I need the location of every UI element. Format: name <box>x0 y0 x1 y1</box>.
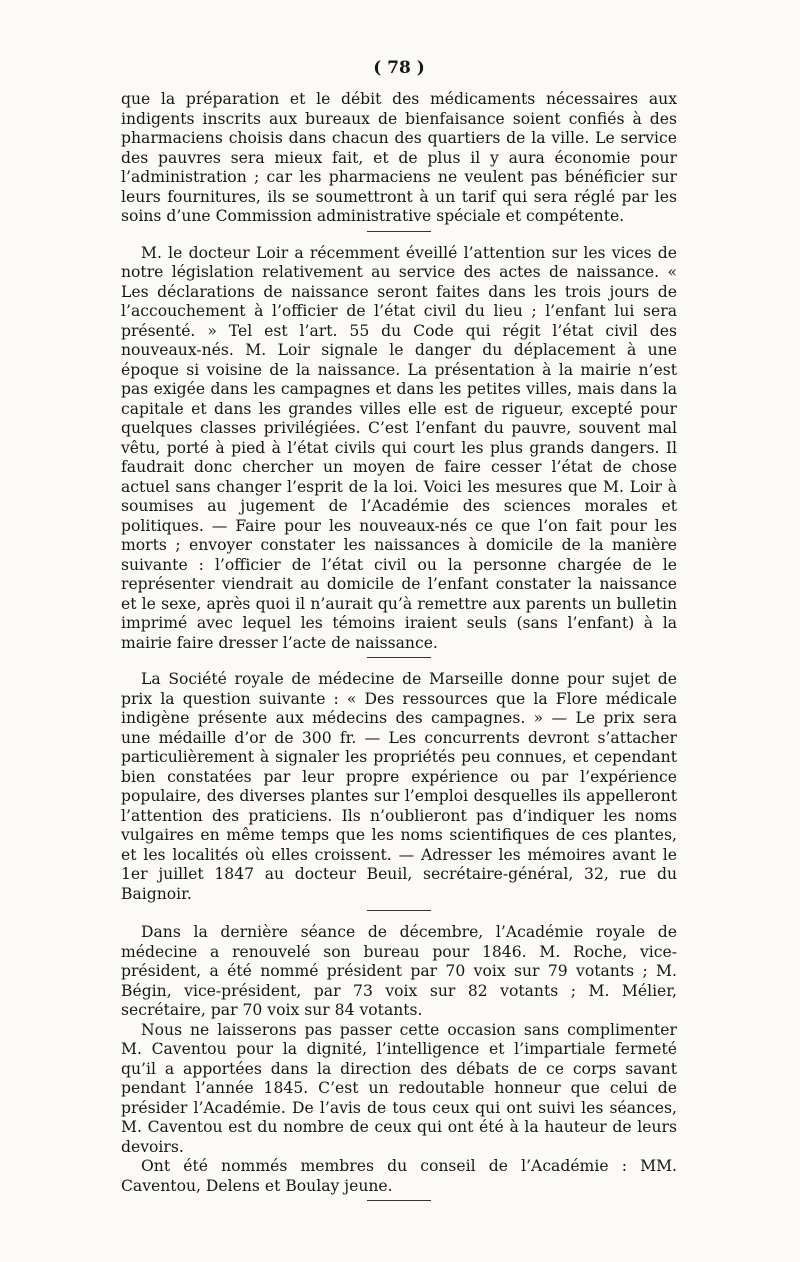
closing-divider <box>367 1200 431 1201</box>
paragraph-marseille-prize: La Société royale de médecine de Marseille donne pour sujet de prix la question suivante : « Des ressources que la Flore médicale indigène présente aux médecins des campagnes. » — Le prix sera une médaille d’or de 300 fr. — Les concurrents devront s’attacher particulièrement à signaler les propriétés peu connues, et cependant bien constatées par leur propre expérience ou par l’expérience populaire, des diverses plantes sur l’emploi desquelles ils appelleront l’attention des praticiens. Ils n’oublieront pas d’indiquer les noms vulgaires en même temps que les noms scientifiques de ces plantes, et les localités où elles croissent. — Adresser les mémoires avant le 1er juillet 1847 au docteur Beuil, secrétaire-général, 32, rue du Baignoir. <box>121 670 677 903</box>
paragraph-birth-registration: M. le docteur Loir a récemment éveillé l’attention sur les vices de notre législation relativement au service des actes de naissance. « Les déclarations de naissance seront faites dans les trois jours de l’accouchement à l’officier de l’état civil du lieu ; l’enfant lui sera présenté. » Tel est l’art. 55 du Code qui régit l’état civil des nouveaux-nés. M. Loir signale le danger du déplacement à une époque si voisine de la naissance. La présentation à la mairie n’est pas exigée dans les campagnes et dans les petites villes, mais dans la capitale et dans les grandes villes elle est de rigueur, excepté pour quelques classes privilégiées. C’est l’enfant du pauvre, souvent mal vêtu, porté à pied à l’état civils qui court les plus grands dangers. Il faudrait donc chercher un moyen de faire cesser l’état de chose actuel sans changer l’esprit de la loi. Voici les mesures que M. Loir à soumises au jugement de l’Académie des sciences morales et politiques. — Faire pour les nouveaux-nés ce que l’on fait pour les morts ; envoyer constater les naissances à domicile de la manière suivante : l’officier de l’état civil ou la personne chargée de le représenter viendrait au domicile de l’enfant constater la naissance et le sexe, après quoi il n’aurait qu’à remettre aux parents un bulletin imprimé avec lequel les témoins iraient seuls (sans l’enfant) à la mairie faire dresser l’acte de naissance. <box>121 243 677 652</box>
section-divider <box>367 657 431 658</box>
section-divider <box>367 910 431 911</box>
paragraph-pharmacy: que la préparation et le débit des médicaments nécessaires aux indigents inscrits aux bureaux de bienfaisance soient confiés à des pharmaciens choisis dans chacun des quartiers de la ville. Le service des pauvres sera mieux fait, et de plus il y aura économie pour l’administration ; car les pharmaciens ne veulent pas bénéficier sur leurs fournitures, ils se soumettront à un tarif qui sera réglé par les soins d’une Commission administrative spéciale et compétente. <box>121 90 677 225</box>
document-page <box>121 58 677 1213</box>
paragraph-caventou-praise: Nous ne laisserons pas passer cette occasion sans complimenter M. Caventou pour la dignité, l’intelligence et l’impartiale fermeté qu’il a apportées dans la direction des débats de ce corps savant pendant l’année 1845. C’est un redoutable honneur que celui de présider l’Académie. De l’avis de tous ceux qui ont suivi les séances, M. Caventou est du nombre de ceux qui ont été à la hauteur de leurs devoirs. <box>121 1020 677 1156</box>
section-divider <box>367 231 431 232</box>
paragraph-council-members: Ont été nommés membres du conseil de l’Académie : MM. Caventou, Delens et Boulay jeune. <box>121 1157 677 1195</box>
paragraph-academy-election: Dans la dernière séance de décembre, l’Académie royale de médecine a renouvelé son bureau pour 1846. M. Roche, vice-président, a été nommé président par 70 voix sur 79 votants ; M. Bégin, vice-président, par 73 voix sur 82 votants ; M. Mélier, secrétaire, par 70 voix sur 84 votants. <box>121 923 677 1019</box>
page-number: ( 78 ) <box>373 58 425 78</box>
